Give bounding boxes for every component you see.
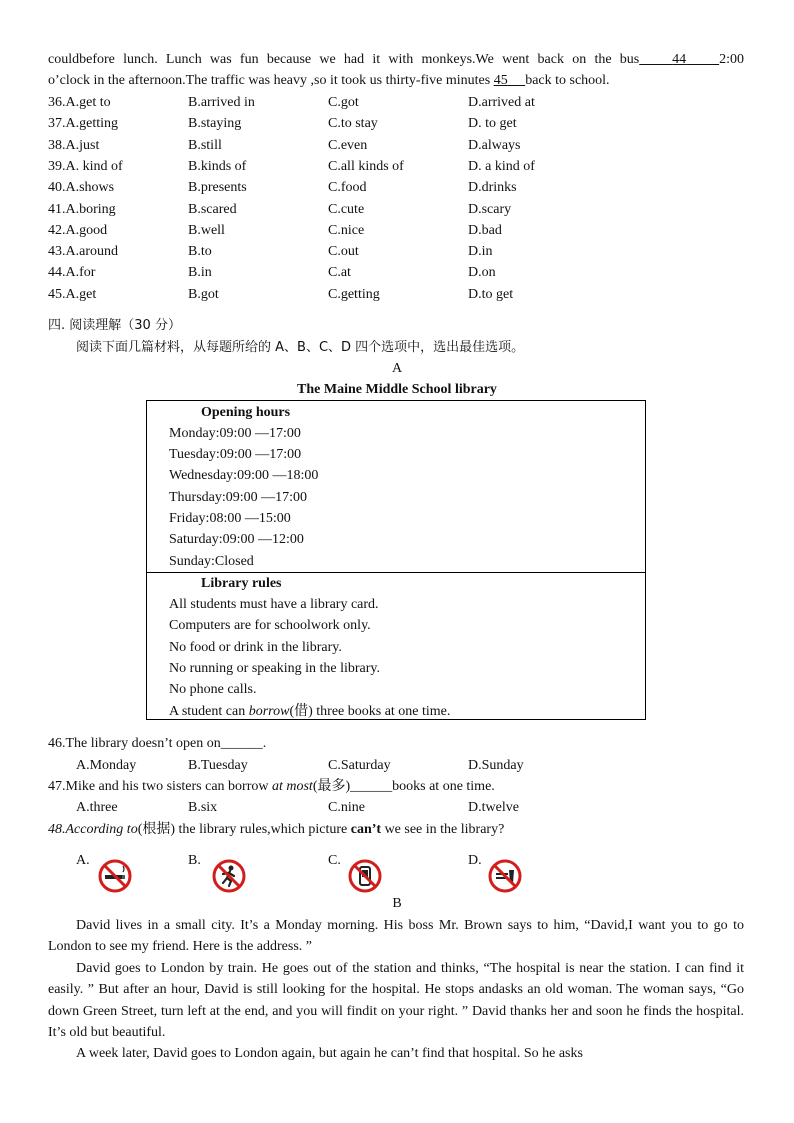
option-text: D.in	[468, 244, 493, 260]
option-b[interactable]	[188, 201, 237, 219]
option-text: B.in	[188, 265, 212, 281]
option-text: C.food	[328, 180, 367, 196]
question-number: 42.	[48, 222, 66, 238]
question-48-stem	[48, 821, 504, 839]
table-divider	[147, 572, 645, 573]
hours-row: Sunday:Closed	[169, 554, 254, 569]
q46-option-a[interactable]: A.Monday	[76, 758, 137, 773]
q47-option-d[interactable]: D.twelve	[468, 800, 519, 815]
option-text: C.at	[328, 265, 351, 281]
option-text: B.kinds of	[188, 158, 247, 174]
option-d[interactable]	[468, 222, 502, 240]
option-text: B.scared	[188, 201, 237, 217]
option-a[interactable]	[48, 286, 96, 304]
cloze-line-1	[48, 51, 744, 69]
option-b[interactable]	[188, 222, 225, 240]
q46-option-c[interactable]: C.Saturday	[328, 758, 391, 773]
stem-text: 47.Mike and his two sisters can borrow	[48, 779, 272, 794]
cloze-line-2	[48, 72, 610, 90]
blank-44	[639, 52, 719, 67]
question-number: 37.	[48, 116, 66, 132]
option-b[interactable]	[188, 137, 222, 155]
option-a[interactable]	[48, 201, 116, 219]
option-text: B.arrived in	[188, 95, 255, 110]
option-text: A.around	[65, 244, 118, 260]
option-a[interactable]	[48, 115, 118, 133]
section-title: 四. 阅读理解（30 分）	[48, 318, 181, 333]
opening-hours-heading: Opening hours	[201, 405, 291, 420]
option-a[interactable]	[48, 94, 111, 112]
stem-text: (根据) the library rules,which picture	[137, 822, 351, 837]
option-d[interactable]	[468, 201, 511, 219]
no-running-icon[interactable]	[212, 859, 246, 893]
option-d[interactable]	[468, 158, 535, 176]
option-text: B.to	[188, 244, 212, 260]
q48-option-a-label[interactable]: A.	[76, 853, 90, 868]
stem-text: we see in the library?	[381, 822, 505, 837]
option-text: C.getting	[328, 286, 380, 302]
question-number: 44.	[48, 265, 66, 281]
option-text: A.shows	[65, 180, 115, 196]
blank-number: 44	[672, 52, 687, 67]
question-number: 45.	[48, 286, 66, 302]
option-a[interactable]	[48, 137, 99, 155]
option-text: A.getting	[65, 116, 118, 132]
passage-b-paragraph-1: David lives in a small city. It’s a Monday morning. His boss Mr. Brown says to him, “David,I want you to go to London to see my friend. Here is the address. ”	[48, 918, 744, 955]
option-b[interactable]	[188, 115, 241, 133]
passage-b-paragraph-2: David goes to London by train. He goes out of the station and thinks, “The hospital is near the station. I can find it easily. ” But after an hour, David is still looking for the hospital. He stops andasks an old woman. The woman says, “Go down Green Street, turn left at the end, and you will findit on your right. ” David thanks her and soon he finds the hospital. It’s old but beautiful.	[48, 961, 744, 1040]
option-text: D.on	[468, 265, 496, 281]
question-47-stem	[48, 778, 495, 796]
rule-row: No running or speaking in the library.	[169, 661, 380, 676]
blank-45	[494, 73, 526, 88]
option-text: B.presents	[188, 180, 247, 196]
option-d[interactable]	[468, 94, 535, 112]
option-text: A. kind of	[65, 158, 123, 174]
option-text: D.always	[468, 137, 521, 153]
hours-row: Tuesday:09:00 —17:00	[169, 447, 302, 462]
option-a[interactable]	[48, 243, 118, 261]
option-c[interactable]	[328, 201, 364, 219]
section-instruction: 阅读下面几篇材料，从每题所给的 A、B、C、D 四个选项中，选出最佳选项。	[76, 340, 525, 355]
option-a[interactable]	[48, 179, 114, 197]
rule-keyword: borrow	[248, 704, 290, 719]
rule-row	[169, 703, 450, 721]
q46-option-d[interactable]: D.Sunday	[468, 758, 524, 773]
stem-bold: can’t	[350, 822, 382, 837]
option-text: D. to get	[468, 116, 517, 132]
cloze-text: couldbefore lunch. Lunch was fun because we had it with monkeys.We went back on the bus	[48, 52, 640, 67]
option-c[interactable]	[328, 243, 359, 261]
q47-option-c[interactable]: C.nine	[328, 800, 365, 815]
rule-row: No food or drink in the library.	[169, 640, 342, 655]
option-text: B.got	[188, 286, 219, 302]
question-number: 41.	[48, 201, 66, 217]
option-text: A.get to	[65, 95, 111, 110]
rule-row: All students must have a library card.	[169, 597, 379, 612]
library-rules-heading: Library rules	[201, 576, 282, 591]
option-b[interactable]	[188, 264, 212, 282]
hours-row: Thursday:09:00 —17:00	[169, 490, 308, 505]
option-d[interactable]	[468, 243, 493, 261]
library-notice-table	[146, 400, 646, 720]
option-text: D. a kind of	[468, 158, 535, 174]
hours-row: Monday:09:00 —17:00	[169, 426, 301, 441]
option-text: C.all kinds of	[328, 158, 404, 174]
rule-row: Computers are for schoolwork only.	[169, 618, 371, 633]
blank-number: 45	[493, 73, 508, 88]
no-food-drink-icon[interactable]	[488, 859, 522, 893]
option-text: A.boring	[65, 201, 116, 217]
stem-text: (最多)______books at one time.	[312, 779, 495, 794]
option-text: C.nice	[328, 222, 365, 238]
option-d[interactable]	[468, 115, 517, 133]
hours-row: Friday:08:00 —15:00	[169, 511, 291, 526]
option-text: C.cute	[328, 201, 365, 217]
hours-row: Saturday:09:00 —12:00	[169, 532, 304, 547]
option-text: A.just	[65, 137, 100, 153]
option-d[interactable]	[468, 286, 513, 304]
option-b[interactable]	[188, 158, 246, 176]
option-text: C.to stay	[328, 116, 378, 132]
option-c[interactable]	[328, 264, 351, 282]
option-text: B.staying	[188, 116, 242, 132]
rule-text: A student can	[169, 704, 249, 719]
question-number: 43.	[48, 244, 66, 260]
option-text: A.good	[65, 222, 108, 238]
passage-a-letter: A	[391, 361, 403, 376]
option-a[interactable]	[48, 264, 95, 282]
q47-option-a[interactable]: A.three	[76, 800, 118, 815]
passage-b-paragraph-3: A week later, David goes to London again, but again he can’t find that hospital. So he asks	[76, 1046, 583, 1061]
q48-option-d-label[interactable]: D.	[468, 853, 482, 868]
option-text: C.out	[328, 244, 359, 260]
hours-row: Wednesday:09:00 —18:00	[169, 468, 319, 483]
option-b[interactable]	[188, 94, 255, 112]
q48-option-c-label[interactable]: C.	[328, 853, 341, 868]
option-b[interactable]	[188, 286, 219, 304]
rule-text: (借) three books at one time.	[289, 704, 451, 719]
option-d[interactable]	[468, 137, 521, 155]
option-c[interactable]	[328, 94, 359, 112]
option-c[interactable]	[328, 137, 367, 155]
question-number: 39.	[48, 158, 66, 174]
option-d[interactable]	[468, 179, 517, 197]
option-c[interactable]	[328, 222, 364, 240]
option-text: D.arrived at	[468, 95, 535, 110]
option-b[interactable]	[188, 179, 247, 197]
rule-row: No phone calls.	[169, 682, 257, 697]
question-number: 38.	[48, 137, 66, 153]
q47-option-b[interactable]: B.six	[188, 800, 218, 815]
option-text: B.well	[188, 222, 225, 238]
q46-option-b[interactable]: B.Tuesday	[188, 758, 248, 773]
option-text: C.got	[328, 95, 359, 110]
question-number: 40.	[48, 180, 66, 196]
question-46-stem: 46.The library doesn’t open on______.	[48, 736, 267, 751]
option-d[interactable]	[468, 264, 496, 282]
option-c[interactable]	[328, 286, 380, 304]
option-a[interactable]	[48, 222, 107, 240]
cloze-text: 2:00	[719, 52, 744, 67]
option-text: A.for	[65, 265, 96, 281]
question-number: 36.	[48, 95, 66, 110]
stem-emphasis: at most	[271, 779, 313, 794]
option-b[interactable]	[188, 243, 212, 261]
option-c[interactable]	[328, 115, 378, 133]
no-phone-icon[interactable]	[348, 859, 382, 893]
option-text: C.even	[328, 137, 368, 153]
option-text: B.still	[188, 137, 222, 153]
option-a[interactable]	[48, 158, 123, 176]
passage-a-title: The Maine Middle School library	[297, 382, 497, 397]
no-smoking-icon[interactable]	[98, 859, 132, 893]
option-text: A.get	[65, 286, 97, 302]
stem-emphasis: 48.According to	[48, 822, 138, 837]
cloze-text: back to school.	[525, 73, 610, 88]
q48-option-b-label[interactable]: B.	[188, 853, 201, 868]
option-text: D.scary	[468, 201, 512, 217]
option-c[interactable]	[328, 158, 404, 176]
passage-b-letter: B	[392, 896, 402, 911]
option-c[interactable]	[328, 179, 367, 197]
option-text: D.bad	[468, 222, 502, 238]
option-text: D.drinks	[468, 180, 517, 196]
cloze-text: o’clock in the afternoon.The traffic was heavy ,so it took us thirty-five minutes	[48, 73, 491, 88]
option-text: D.to get	[468, 286, 514, 302]
